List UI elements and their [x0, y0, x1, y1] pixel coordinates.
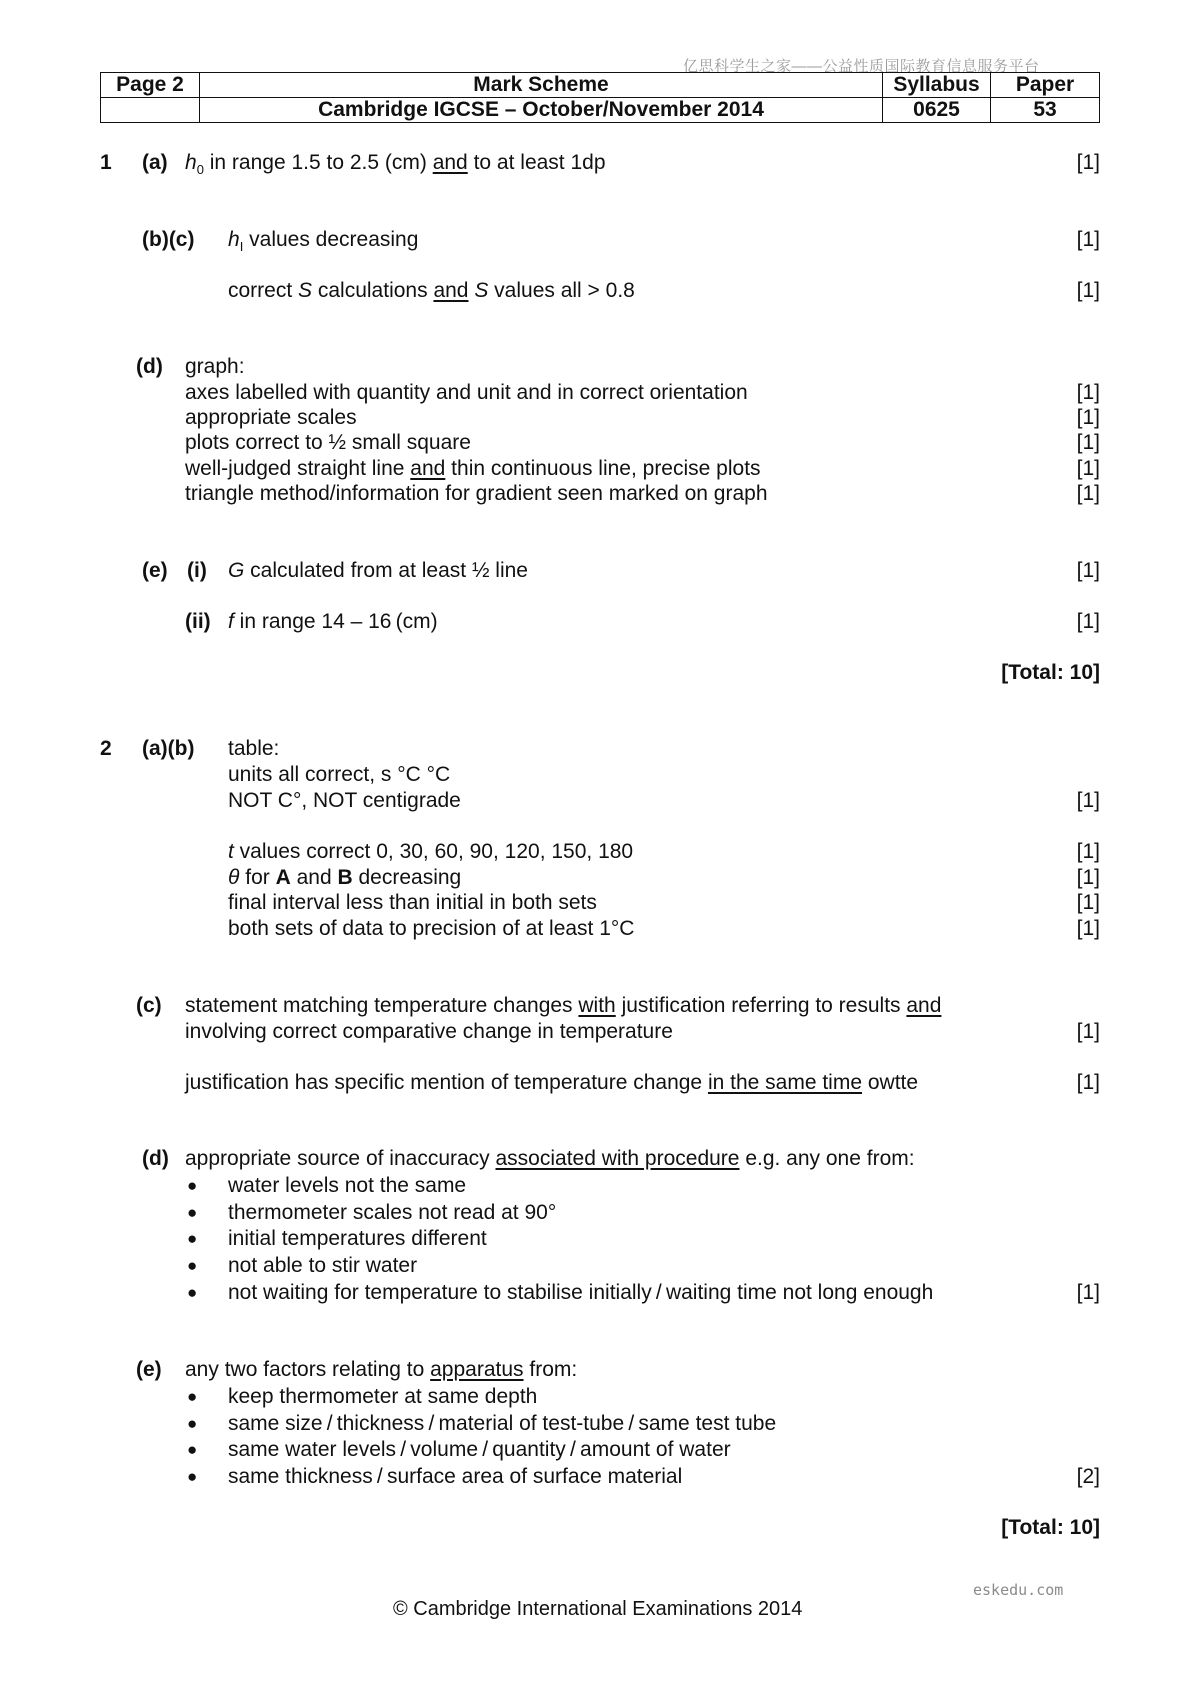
- q2d-bullet-4: not able to stir water: [228, 1254, 418, 1277]
- q2e-mark: [2]: [1076, 1465, 1100, 1488]
- q2ab-line7: both sets of data to precision of at least 1°C: [228, 917, 635, 940]
- q1d-line5: triangle method/information for gradient seen marked on graph: [185, 482, 768, 505]
- syllabus-code: 0625: [883, 98, 991, 123]
- q1e-i-text: G calculated from at least ½ line: [228, 559, 528, 582]
- q2d-bullet-icon-2: ●: [187, 1203, 198, 1222]
- q2e-bullet-icon-1: ●: [187, 1387, 198, 1406]
- q2ab-mark5: [1]: [1076, 866, 1100, 889]
- watermark-top: 亿思科学生之家——公益性质国际教育信息服务平台: [683, 58, 1040, 75]
- q2ab-line4: t values correct 0, 30, 60, 90, 120, 150, 180: [228, 840, 634, 863]
- q1bc-mark1: [1]: [1076, 228, 1100, 251]
- q2ab-mark-units: [1]: [1076, 789, 1100, 812]
- q2d-bullet-3: initial temperatures different: [228, 1227, 487, 1250]
- q1d-line4: well-judged straight line and thin continuous line, precise plots: [185, 457, 761, 480]
- q2e-bullet-4: same thickness / surface area of surface material: [228, 1465, 683, 1488]
- q2ab-line1: table:: [228, 737, 280, 760]
- q1d-line1: axes labelled with quantity and unit and in correct orientation: [185, 381, 748, 404]
- q2ab-line5: θ for A and B decreasing: [228, 866, 462, 889]
- q1d-line2: appropriate scales: [185, 406, 357, 429]
- q2d-bullet-5: not waiting for temperature to stabilise initially / waiting time not long enough: [228, 1281, 934, 1304]
- q1a-label: (a): [142, 151, 168, 174]
- exam-title: Cambridge IGCSE – October/November 2014: [200, 98, 883, 123]
- q2d-bullet-1: water levels not the same: [228, 1174, 467, 1197]
- q2d-mark: [1]: [1076, 1281, 1100, 1304]
- q1a-mark: [1]: [1076, 151, 1100, 174]
- q1e-i-label: (i): [187, 559, 207, 582]
- q1e-ii-mark: [1]: [1076, 610, 1100, 633]
- q2e-bullet-icon-3: ●: [187, 1440, 198, 1459]
- q2c-line3: justification has specific mention of temperature change in the same time owtte: [185, 1071, 919, 1094]
- q2e-bullet-1: keep thermometer at same depth: [228, 1385, 538, 1408]
- q2e-bullet-2: same size / thickness / material of test-tube / same test tube: [228, 1412, 777, 1435]
- q2c-line1: statement matching temperature changes with justification referring to results and: [185, 994, 942, 1017]
- q1-number: 1: [100, 151, 112, 174]
- q2e-intro: any two factors relating to apparatus from:: [185, 1358, 578, 1381]
- q1e-ii-text: f in range 14 – 16 (cm): [228, 610, 438, 633]
- page-label: Page 2: [101, 73, 200, 98]
- q1d-intro: graph:: [185, 355, 245, 378]
- q2ab-mark7: [1]: [1076, 917, 1100, 940]
- q2c-mark1: [1]: [1076, 1020, 1100, 1043]
- q1e-i-mark: [1]: [1076, 559, 1100, 582]
- watermark-bottom: eskedu.com: [973, 1581, 1064, 1599]
- q1e-ii-label: (ii): [185, 610, 211, 633]
- q1d-mark2: [1]: [1076, 406, 1100, 429]
- q2d-bullet-2: thermometer scales not read at 90°: [228, 1201, 557, 1224]
- q2d-bullet-icon-1: ●: [187, 1176, 198, 1195]
- q2e-label: (e): [136, 1358, 162, 1381]
- q2d-intro: appropriate source of inaccuracy associated with procedure e.g. any one from:: [185, 1147, 915, 1170]
- q2ab-line3: NOT C°, NOT centigrade: [228, 789, 461, 812]
- copyright-footer: © Cambridge International Examinations 2014: [393, 1598, 803, 1620]
- paper-label: Paper: [991, 73, 1100, 98]
- q2d-bullet-icon-5: ●: [187, 1283, 198, 1302]
- q1d-label: (d): [136, 355, 163, 378]
- syllabus-label: Syllabus: [883, 73, 991, 98]
- mark-scheme-title: Mark Scheme: [200, 73, 883, 98]
- q2ab-label: (a)(b): [142, 737, 195, 760]
- q2d-label: (d): [142, 1147, 169, 1170]
- header-empty-cell: [101, 98, 200, 123]
- q1a-text: $h_0$ in range 1.5 to 2.5 (cm) and to at least 1dp: [185, 151, 606, 178]
- q2c-label: (c): [136, 994, 162, 1017]
- q2ab-mark6: [1]: [1076, 891, 1100, 914]
- q2-total: [Total: 10]: [1001, 1516, 1100, 1539]
- q2c-line2: involving correct comparative change in temperature: [185, 1020, 673, 1043]
- q2ab-line2: units all correct, s °C °C: [228, 763, 451, 786]
- q1bc-line1: $h_I$ values decreasing: [228, 228, 419, 255]
- q2c-mark2: [1]: [1076, 1071, 1100, 1094]
- q1d-mark5: [1]: [1076, 482, 1100, 505]
- q1e-label: (e): [142, 559, 168, 582]
- q2-number: 2: [100, 737, 112, 760]
- paper-number: 53: [991, 98, 1100, 123]
- q1bc-line2: correct S calculations and S values all > 0.8: [228, 279, 635, 302]
- q2e-bullet-icon-4: ●: [187, 1467, 198, 1486]
- q2e-bullet-3: same water levels / volume / quantity / amount of water: [228, 1438, 731, 1461]
- q2e-bullet-icon-2: ●: [187, 1414, 198, 1433]
- q1d-mark3: [1]: [1076, 431, 1100, 454]
- q2ab-line6: final interval less than initial in both sets: [228, 891, 597, 914]
- q1d-mark1: [1]: [1076, 381, 1100, 404]
- q2d-bullet-icon-3: ●: [187, 1229, 198, 1248]
- q1bc-mark2: [1]: [1076, 279, 1100, 302]
- q1bc-label: (b)(c): [142, 228, 195, 251]
- q2ab-mark4: [1]: [1076, 840, 1100, 863]
- header-table: [100, 72, 1100, 123]
- q1-total: [Total: 10]: [1001, 661, 1100, 684]
- q2d-bullet-icon-4: ●: [187, 1256, 198, 1275]
- q1d-mark4: [1]: [1076, 457, 1100, 480]
- q1d-line3: plots correct to ½ small square: [185, 431, 471, 454]
